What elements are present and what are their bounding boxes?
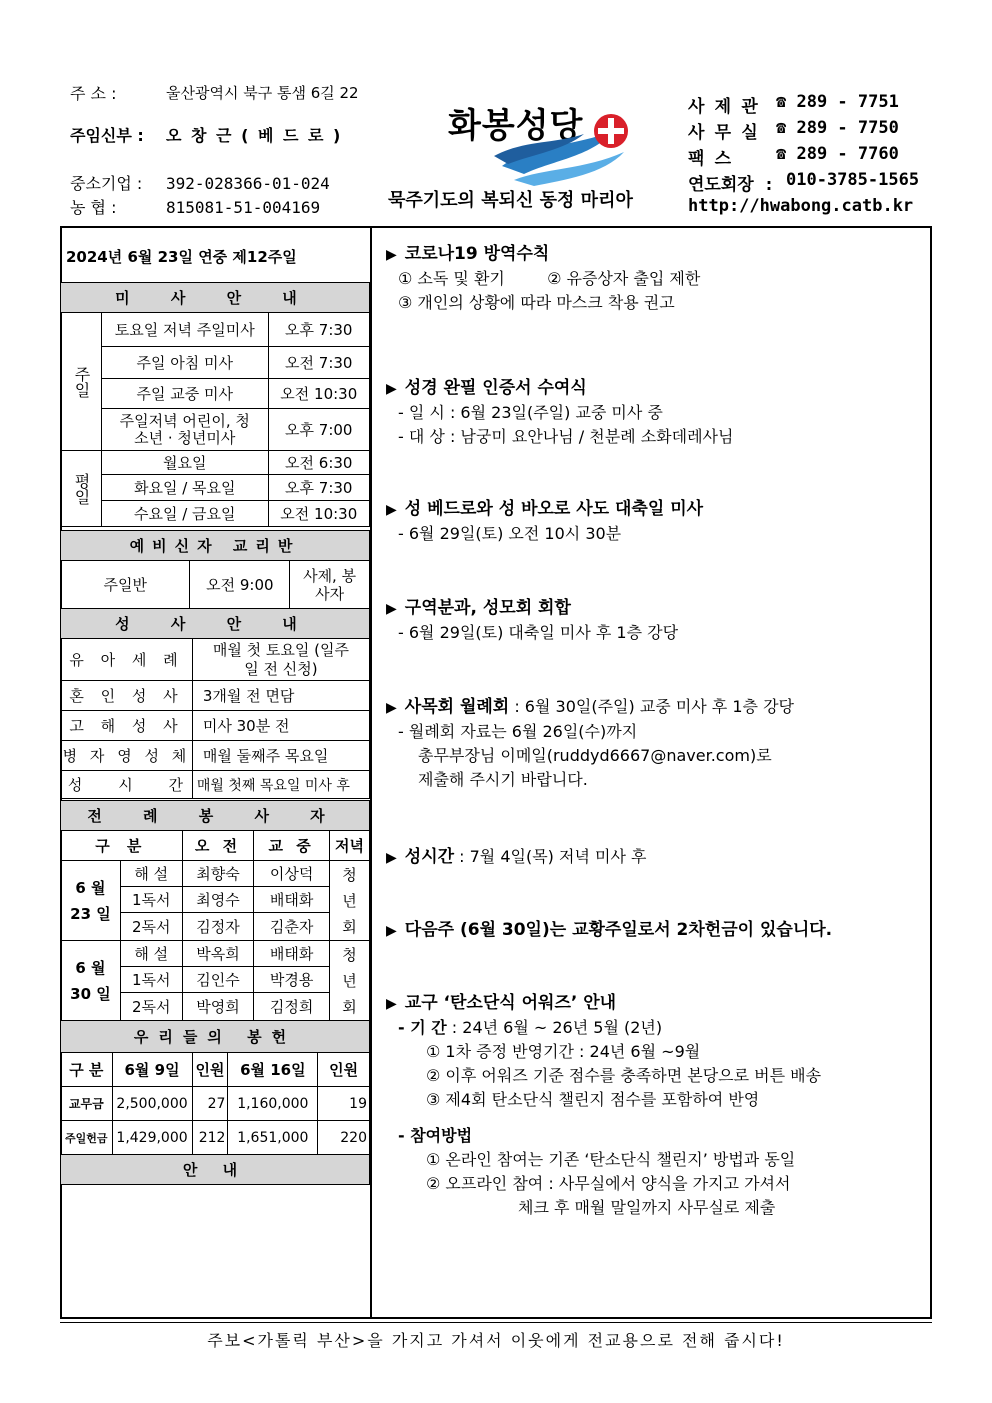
server-role: 해 설 bbox=[120, 861, 182, 887]
sacrament-name: 성 시 간 bbox=[61, 771, 193, 799]
server-role: 1독서 bbox=[120, 887, 182, 913]
column-header: 6월 16일 bbox=[228, 1053, 318, 1087]
offering-amount: 1,160,000 bbox=[228, 1087, 318, 1121]
website-link[interactable]: http://hwabong.catb.kr bbox=[688, 196, 914, 216]
contact-value: ☎ 289 - 7750 bbox=[776, 118, 899, 138]
mass-time: 오후 7:30 bbox=[268, 313, 369, 347]
divider bbox=[60, 1317, 932, 1319]
triangle-bullet-icon: ▶ bbox=[386, 923, 397, 939]
notice-line: ③ 제4회 탄소단식 챌린지 점수를 포함하여 반영 bbox=[426, 1090, 760, 1109]
mass-schedule-table bbox=[60, 282, 370, 527]
column-header: 인원 bbox=[192, 1053, 228, 1087]
server-name: 배태화 bbox=[254, 941, 330, 967]
notice-line: - 기 간 : 24년 6월 ~ 26년 5월 (2년) bbox=[398, 1018, 663, 1037]
footer-message: 주보<가톨릭 부산>을 가지고 가셔서 이웃에게 전교용으로 전해 줍시다! bbox=[207, 1331, 785, 1350]
triangle-bullet-icon: ▶ bbox=[386, 850, 397, 866]
notice-holy-hour bbox=[386, 845, 646, 870]
church-name: 화봉성당 bbox=[448, 106, 584, 146]
server-role: 1독서 bbox=[120, 967, 182, 993]
mass-time: 오전 6:30 bbox=[268, 451, 369, 475]
server-name: 김정희 bbox=[254, 993, 330, 1021]
class-teacher: 사제, 봉사자 bbox=[290, 561, 370, 609]
notice-covid bbox=[386, 242, 700, 315]
notice-council bbox=[386, 695, 794, 792]
column-header: 교 중 bbox=[254, 831, 330, 861]
triangle-bullet-icon: ▶ bbox=[386, 996, 397, 1012]
mass-name: 토요일 저녁 주일미사 bbox=[102, 313, 269, 347]
notice-line: 체크 후 매월 말일까지 사무실로 제출 bbox=[518, 1198, 776, 1217]
server-role: 2독서 bbox=[120, 913, 182, 941]
notice-line: - 대 상 : 남궁미 요안나님 / 천분례 소화데레사님 bbox=[398, 427, 734, 446]
week-date: 6 월 30 일 bbox=[61, 941, 121, 1021]
bank2-label: 농 협 : bbox=[70, 198, 117, 217]
notice-bible bbox=[386, 376, 733, 449]
address-label: 주 소 : bbox=[70, 84, 117, 103]
mass-time: 오전 7:30 bbox=[268, 347, 369, 379]
bank2-account: 815081-51-004169 bbox=[166, 198, 321, 217]
server-role: 2독서 bbox=[120, 993, 182, 1021]
sunday-label: 주일 bbox=[61, 313, 102, 451]
server-name: 박경용 bbox=[254, 967, 330, 993]
notice-title: ▶ 코로나19 방역수칙 bbox=[386, 244, 550, 264]
notice-line: ② 이후 어워즈 기준 점수를 충족하면 본당으로 버튼 배송 bbox=[426, 1066, 822, 1085]
sacrament-name: 유 아 세 례 bbox=[61, 639, 193, 681]
notice-line: - 참여방법 bbox=[398, 1126, 473, 1145]
evening-group: 청 년 회 bbox=[330, 941, 370, 1021]
mass-name: 주일저녁 어린이, 청소년 · 청년미사 bbox=[102, 409, 269, 451]
notice-title: ▶ 사목회 월례회 : 6월 30일(주일) 교중 미사 후 1층 강당 bbox=[386, 697, 794, 717]
server-name: 박옥희 bbox=[182, 941, 254, 967]
church-logo-icon bbox=[494, 108, 640, 188]
address: 울산광역시 북구 통샘 6길 22 bbox=[166, 84, 359, 102]
notice-line: ③ 개인의 상황에 따라 마스크 착용 권고 bbox=[398, 293, 675, 312]
sacrament-desc: 미사 30분 전 bbox=[192, 711, 369, 741]
notice-line: - 6월 29일(토) 오전 10시 30분 bbox=[398, 524, 622, 543]
contact-label: 사 무 실 bbox=[688, 123, 758, 143]
sacrament-desc: 매월 첫째 목요일 미사 후 bbox=[192, 771, 369, 799]
bank1-account: 392-028366-01-024 bbox=[166, 174, 330, 193]
notice-next-week bbox=[386, 918, 832, 943]
notice-feast bbox=[386, 497, 703, 546]
section-title: 우리들의 봉헌 bbox=[61, 1021, 370, 1053]
sacrament-desc: 매월 둘째주 목요일 bbox=[192, 741, 369, 771]
mass-time: 오후 7:30 bbox=[268, 475, 369, 501]
section-title: 예비신자 교리반 bbox=[61, 531, 370, 561]
sacrament-name: 병 자 영 성 체 bbox=[61, 741, 193, 771]
notice-district bbox=[386, 596, 678, 645]
notice-line: - 6월 29일(토) 대축일 미사 후 1층 강당 bbox=[398, 623, 679, 642]
contact-value: ☎ 289 - 7751 bbox=[776, 92, 899, 112]
offering-amount: 1,429,000 bbox=[112, 1121, 192, 1155]
server-name: 김춘자 bbox=[254, 913, 330, 941]
offering-count: 19 bbox=[318, 1087, 370, 1121]
offering-amount: 1,651,000 bbox=[228, 1121, 318, 1155]
mass-time: 오전 10:30 bbox=[268, 379, 369, 409]
mass-name: 월요일 bbox=[102, 451, 269, 475]
contact-label: 사 제 관 bbox=[688, 97, 758, 117]
column-header: 6월 9일 bbox=[112, 1053, 192, 1087]
class-name: 주일반 bbox=[61, 561, 190, 609]
mass-name: 주일 아침 미사 bbox=[102, 347, 269, 379]
date-heading: 2024년 6월 23일 연중 제12주일 bbox=[66, 248, 297, 266]
notice-line: ① 1차 증정 반영기간 : 24년 6월 ~9월 bbox=[426, 1042, 701, 1061]
contact-label: 연도회장 : bbox=[688, 175, 775, 195]
offering-amount: 2,500,000 bbox=[112, 1087, 192, 1121]
mass-time: 오후 7:00 bbox=[268, 409, 369, 451]
sacrament-name: 고 해 성 사 bbox=[61, 711, 193, 741]
pastor: 오 창 근 ( 베 드 로 ) bbox=[166, 126, 343, 145]
notice-carbon bbox=[386, 991, 821, 1220]
offering-count: 27 bbox=[192, 1087, 228, 1121]
triangle-bullet-icon: ▶ bbox=[386, 247, 397, 263]
catechumen-table bbox=[60, 530, 370, 609]
column-header: 구 분 bbox=[61, 831, 183, 861]
server-name: 배태화 bbox=[254, 887, 330, 913]
contact-value: ☎ 289 - 7760 bbox=[776, 144, 899, 164]
notice-line: ① 소독 및 환기 bbox=[398, 269, 505, 288]
notice-line: ② 오프라인 참여 : 사무실에서 양식을 가지고 가셔서 bbox=[426, 1174, 791, 1193]
offering-table bbox=[60, 1020, 370, 1185]
column-header: 저녁 bbox=[330, 831, 370, 861]
server-name: 박영희 bbox=[182, 993, 254, 1021]
divider bbox=[60, 1322, 932, 1323]
section-title: 미 사 안 내 bbox=[61, 283, 370, 313]
notice-title: ▶ 교구 ‘탄소단식 어워즈’ 안내 bbox=[386, 993, 617, 1013]
server-name: 최영수 bbox=[182, 887, 254, 913]
offering-count: 212 bbox=[192, 1121, 228, 1155]
mass-name: 주일 교중 미사 bbox=[102, 379, 269, 409]
evening-group: 청 년 회 bbox=[330, 861, 370, 941]
contact-value: 010-3785-1565 bbox=[786, 170, 920, 190]
triangle-bullet-icon: ▶ bbox=[386, 502, 397, 518]
notice-line: 제출해 주시기 바랍니다. bbox=[418, 770, 588, 789]
contact-label: 팩 스 bbox=[688, 149, 732, 169]
week-date: 6 월 23 일 bbox=[61, 861, 121, 941]
liturgy-servers-table bbox=[60, 800, 370, 1021]
server-name: 최향숙 bbox=[182, 861, 254, 887]
notice-title: ▶ 다음주 (6월 30일)는 교황주일로서 2차헌금이 있습니다. bbox=[386, 920, 833, 940]
column-header: 인원 bbox=[318, 1053, 370, 1087]
mass-time: 오전 10:30 bbox=[268, 501, 369, 527]
notice-line: ① 온라인 참여는 기존 ‘탄소단식 챌린지’ 방법과 동일 bbox=[426, 1150, 796, 1169]
server-name: 김인수 bbox=[182, 967, 254, 993]
column-header: 구 분 bbox=[61, 1053, 113, 1087]
notice-title: ▶ 성 베드로와 성 바오로 사도 대축일 미사 bbox=[386, 499, 704, 519]
offering-type: 주일헌금 bbox=[61, 1121, 113, 1155]
bank1-label: 중소기업 : bbox=[70, 174, 143, 193]
weekday-label: 평일 bbox=[61, 451, 102, 527]
sacrament-desc: 3개월 전 면담 bbox=[192, 681, 369, 711]
pastor-label: 주임신부 : bbox=[70, 126, 144, 145]
column-divider bbox=[370, 226, 372, 1318]
server-role: 해 설 bbox=[120, 941, 182, 967]
column-header: 오 전 bbox=[182, 831, 254, 861]
class-time: 오전 9:00 bbox=[190, 561, 290, 609]
notice-title: ▶ 성경 완필 인증서 수여식 bbox=[386, 378, 587, 398]
triangle-bullet-icon: ▶ bbox=[386, 601, 397, 617]
server-name: 김정자 bbox=[182, 913, 254, 941]
notice-line: 총무부장님 이메일(ruddyd6667@naver.com)로 bbox=[418, 746, 772, 765]
offering-count: 220 bbox=[318, 1121, 370, 1155]
patron-saint: 묵주기도의 복되신 동정 마리아 bbox=[388, 190, 633, 211]
section-title: 전 례 봉 사 자 bbox=[61, 801, 370, 831]
sacrament-name: 혼 인 성 사 bbox=[61, 681, 193, 711]
notice-title: ▶ 구역분과, 성모회 회합 bbox=[386, 598, 571, 618]
sacrament-desc: 매월 첫 토요일 (일주일 전 신청) bbox=[192, 639, 369, 681]
server-name: 이상덕 bbox=[254, 861, 330, 887]
section-title: 성 사 안 내 bbox=[61, 609, 370, 639]
triangle-bullet-icon: ▶ bbox=[386, 700, 397, 716]
section-title: 안 내 bbox=[61, 1155, 370, 1185]
notice-line: ② 유증상자 출입 제한 bbox=[547, 269, 701, 288]
mass-name: 화요일 / 목요일 bbox=[102, 475, 269, 501]
notice-line: - 일 시 : 6월 23일(주일) 교중 미사 중 bbox=[398, 403, 663, 422]
triangle-bullet-icon: ▶ bbox=[386, 381, 397, 397]
sacrament-table bbox=[60, 608, 370, 799]
notice-line: - 월례회 자료는 6월 26일(수)까지 bbox=[398, 722, 638, 741]
mass-name: 수요일 / 금요일 bbox=[102, 501, 269, 527]
offering-type: 교무금 bbox=[61, 1087, 113, 1121]
notice-title: ▶ 성시간 : 7월 4일(목) 저녁 미사 후 bbox=[386, 847, 647, 867]
